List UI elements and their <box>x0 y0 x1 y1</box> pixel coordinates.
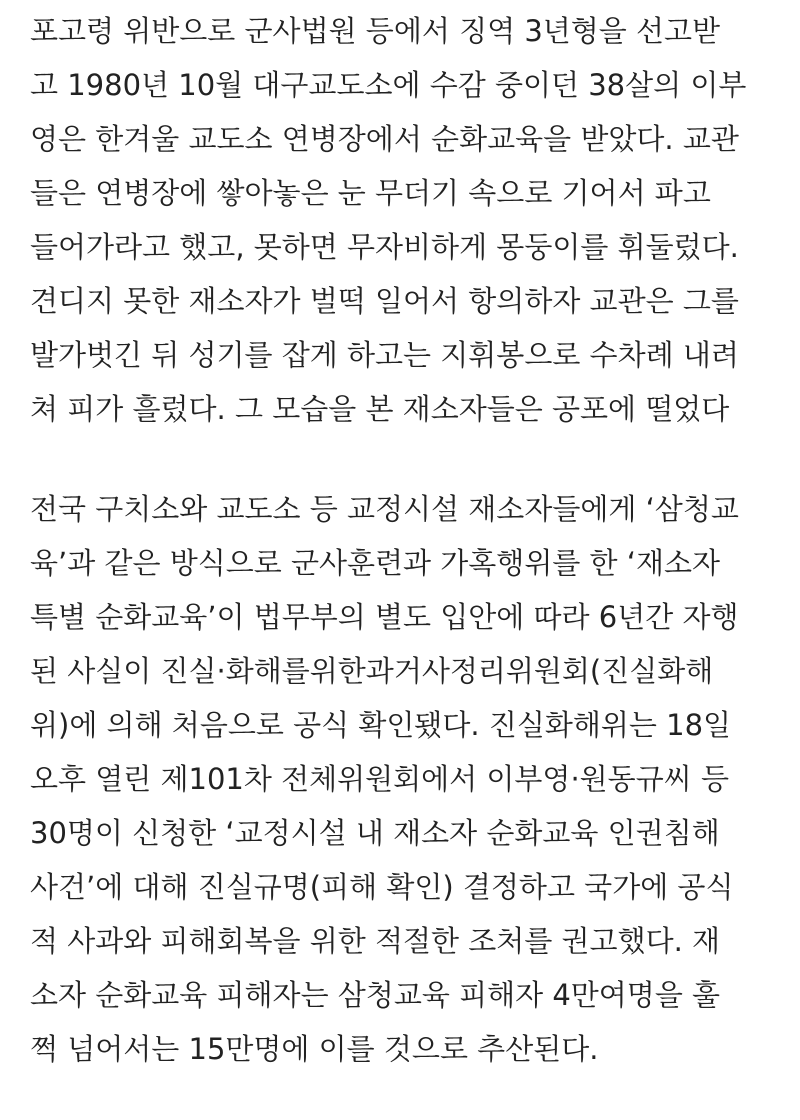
paragraph-2 <box>30 482 790 1076</box>
text-line: 특별 순화교육’이 법무부의 별도 입안에 따라 6년간 자행 <box>30 600 739 634</box>
text-line: 쳐 피가 흘렀다. 그 모습을 본 재소자들은 공포에 떨었다 <box>30 392 730 426</box>
text-line: 적 사과와 피해회복을 위한 적절한 조처를 권고했다. 재 <box>30 924 721 958</box>
text-line: 된 사실이 진실·화해를위한과거사정리위원회(진실화해 <box>30 654 714 688</box>
text-line: 소자 순화교육 피해자는 삼청교육 피해자 4만여명을 훌 <box>30 978 721 1012</box>
article-body <box>30 4 790 1076</box>
text-line: 견디지 못한 재소자가 벌떡 일어서 항의하자 교관은 그를 <box>30 284 739 318</box>
paragraph-spacer <box>30 436 790 482</box>
text-line: 위)에 의해 처음으로 공식 확인됐다. 진실화해위는 18일 <box>30 708 732 742</box>
text-line: 들은 연병장에 쌓아놓은 눈 무더기 속으로 기어서 파고 <box>30 176 711 210</box>
text-line: 전국 구치소와 교도소 등 교정시설 재소자들에게 ‘삼청교 <box>30 492 739 526</box>
text-line: 포고령 위반으로 군사법원 등에서 징역 3년형을 선고받 <box>30 14 721 48</box>
text-line: 영은 한겨울 교도소 연병장에서 순화교육을 받았다. 교관 <box>30 122 739 156</box>
paragraph-1 <box>30 4 790 436</box>
text-line: 30명이 신청한 ‘교정시설 내 재소자 순화교육 인권침해 <box>30 816 720 850</box>
text-line: 고 1980년 10월 대구교도소에 수감 중이던 38살의 이부 <box>30 68 747 102</box>
text-line: 육’과 같은 방식으로 군사훈련과 가혹행위를 한 ‘재소자 <box>30 546 721 580</box>
text-line: 쩍 넘어서는 15만명에 이를 것으로 추산된다. <box>30 1032 599 1066</box>
text-line: 들어가라고 했고, 못하면 무자비하게 몽둥이를 휘둘렀다. <box>30 230 739 264</box>
text-line: 오후 열린 제101차 전체위원회에서 이부영·원동규씨 등 <box>30 762 729 796</box>
text-line: 발가벗긴 뒤 성기를 잡게 하고는 지휘봉으로 수차례 내려 <box>30 338 739 372</box>
text-line: 사건’에 대해 진실규명(피해 확인) 결정하고 국가에 공식 <box>30 870 734 904</box>
